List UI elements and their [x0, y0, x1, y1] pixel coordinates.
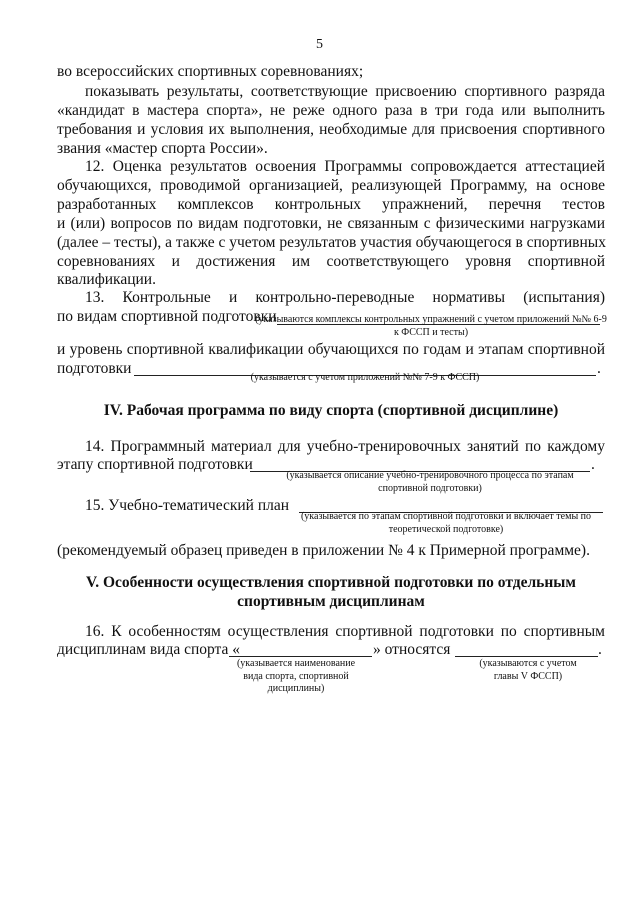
para11-line1: во всероссийских спортивных соревнованиях; [57, 63, 364, 80]
para12-line2: обучающихся, проводимой организацией, реализующей Программу, на основе [57, 177, 605, 194]
para13-note1: (указываются комплексы контрольных упражнений с учетом приложений №№ 6-9 к ФССП и тесты) [255, 314, 607, 338]
para12-line7: квалификации. [57, 271, 156, 288]
para11-line3: «кандидат в мастера спорта», не реже одного раза в три года или выполнить [57, 102, 605, 119]
para15-line2: (рекомендуемый образец приведен в приложении № 4 к Примерной программе). [57, 542, 590, 559]
para15-note: (указывается по этапам спортивной подготовки и включает темы по теоретической подготовке) [300, 511, 592, 535]
section4-heading: IV. Рабочая программа по виду спорта (спортивной дисциплине) [103, 402, 559, 419]
para16-line2a: дисциплинам вида спорта « [57, 641, 241, 658]
para14-line2: этапу спортивной подготовки [57, 456, 253, 473]
para13-note2: (указывается с учетом приложений №№ 7-9 к ФССП) [250, 372, 480, 383]
para16-note-right: (указываются с учетом главы V ФССП) [479, 658, 577, 682]
para13-line3: и уровень спортивной квалификации обучающихся по годам и этапам спортивной [57, 341, 605, 358]
para11-line4: требования и условия их выполнения, необходимые для присвоения спортивного [57, 121, 605, 138]
page-number: 5 [316, 37, 323, 52]
para13-line2: по видам спортивной подготовки [57, 308, 277, 325]
para13-line4: подготовки [57, 360, 132, 377]
para12-line4: и (или) вопросов по видам подготовки, не связанным с физическими нагрузками [57, 215, 605, 232]
para12-line1: 12. Оценка результатов освоения Программы сопровождается аттестацией [85, 158, 605, 175]
para16-blank-features [455, 656, 598, 657]
para14-line1: 14. Программный материал для учебно-тренировочных занятий по каждому [85, 438, 605, 455]
para14-note: (указывается описание учебно-тренировочного процесса по этапам спортивной подготовки) [286, 470, 574, 494]
para13-dot: . [597, 360, 601, 377]
section5-heading-line1: V. Особенности осуществления спортивной подготовки по отдельным [86, 574, 576, 591]
para16-note-left: (указывается наименование вида спорта, спортивной дисциплины) [236, 658, 356, 694]
para16-blank-sport [229, 656, 372, 657]
para13-line1: 13. Контрольные и контрольно-переводные нормативы (испытания) [85, 289, 605, 306]
para16-line2b: » относятся [373, 641, 451, 658]
para12-line5: (далее – тесты), а также с учетом результатов участия обучающегося в спортивных [57, 234, 606, 251]
para14-dot: . [591, 456, 595, 473]
para12-line6: соревнованиях и достижения им соответствующего уровня спортивной [57, 253, 605, 270]
para11-line5: звания «мастер спорта России». [57, 140, 268, 157]
para15-line1: 15. Учебно-тематический план [85, 497, 290, 514]
para11-line2: показывать результаты, соответствующие присвоению спортивного разряда [85, 83, 605, 100]
para16-line1: 16. К особенностям осуществления спортивной подготовки по спортивным [85, 623, 605, 640]
section5-heading-line2: спортивным дисциплинам [237, 593, 425, 610]
para16-dot: . [598, 641, 602, 658]
para12-line3: разработанных комплексов контрольных упражнений, перечня тестов [57, 196, 605, 213]
